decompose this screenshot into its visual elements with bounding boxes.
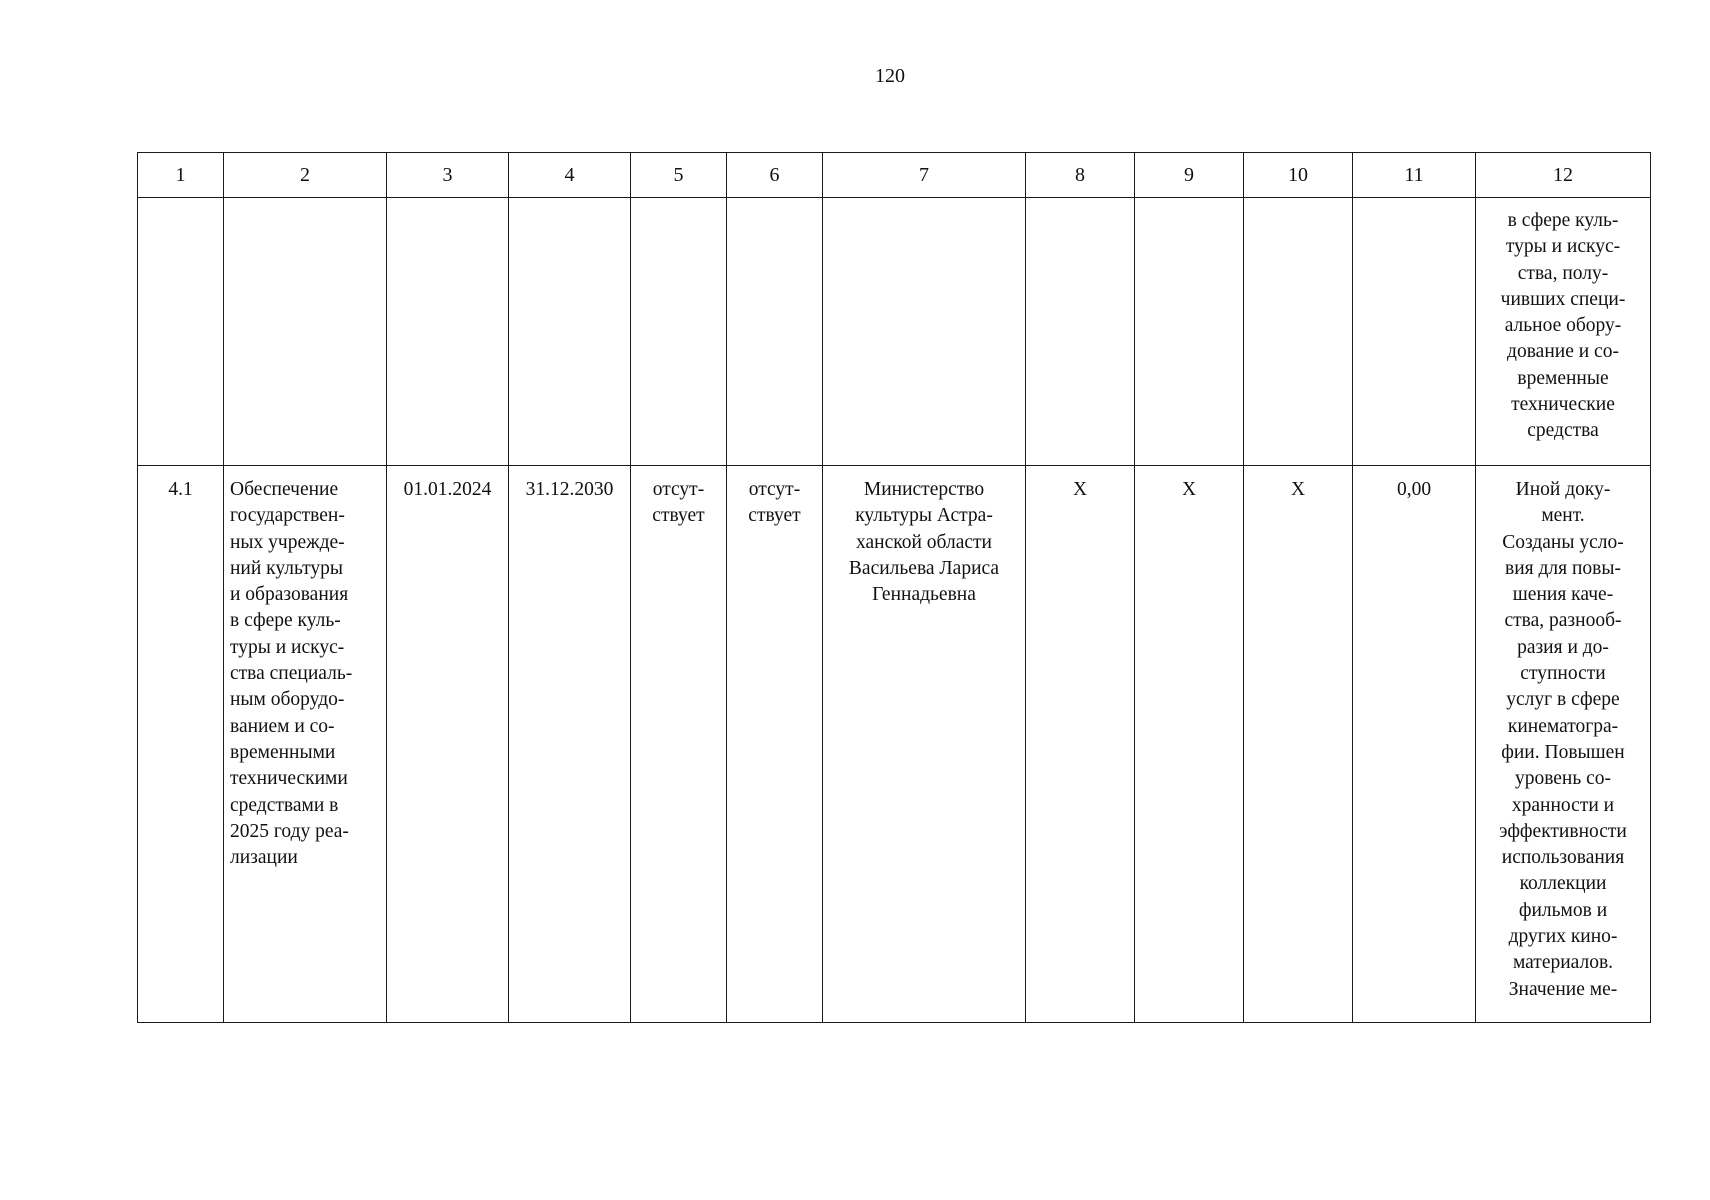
empty-cell — [1353, 198, 1476, 466]
col10-cell: X — [1244, 466, 1353, 1023]
cell-text-line: эффективности — [1499, 820, 1627, 842]
cell-text-line: в сфере куль- — [230, 610, 341, 632]
header-cell-9: 9 — [1135, 153, 1244, 198]
cell-text-line: услуг в сфере — [1506, 689, 1620, 711]
cell-text-line: Васильева Лариса — [848, 557, 1000, 579]
cell-text-line: фильмов и — [1518, 899, 1608, 921]
header-cell-6: 6 — [727, 153, 823, 198]
cell-text-line: уровень со- — [1514, 768, 1612, 790]
cell-text-line: шения каче- — [1512, 584, 1614, 606]
continued-result-cell — [1476, 198, 1651, 466]
header-cell-7: 7 — [823, 153, 1026, 198]
header-cell-3: 3 — [387, 153, 509, 198]
cell-text-line: временными — [230, 741, 336, 763]
empty-cell — [509, 198, 631, 466]
empty-cell — [823, 198, 1026, 466]
cell-text-line: Министерство — [863, 479, 985, 500]
cell-text-line: ствует — [748, 505, 801, 527]
table-header-row — [138, 153, 1651, 198]
header-cell-4: 4 — [509, 153, 631, 198]
table-row-continued — [138, 198, 1651, 466]
col6-cell — [727, 466, 823, 1023]
cell-text-line: материалов. — [1512, 952, 1614, 974]
cell-text-line: кинематогра- — [1507, 715, 1619, 737]
cell-text-line: ства специаль- — [230, 663, 353, 685]
col5-cell — [631, 466, 727, 1023]
cell-text-line: средства — [1527, 420, 1599, 442]
header-cell-5: 5 — [631, 153, 727, 198]
cell-text-line: туры и искус- — [230, 636, 345, 658]
empty-cell — [224, 198, 387, 466]
cell-text-line: других кино- — [1508, 926, 1618, 948]
start-date-cell: 01.01.2024 — [387, 466, 509, 1023]
cell-text-line: отсут- — [652, 479, 705, 500]
cell-text-line: отсут- — [748, 479, 801, 500]
empty-cell — [727, 198, 823, 466]
cell-text-line: коллекции — [1519, 873, 1607, 895]
cell-text-line: технические — [1511, 394, 1615, 416]
header-cell-1: 1 — [138, 153, 224, 198]
cell-text-line: туры и искус- — [1505, 236, 1621, 258]
empty-cell — [631, 198, 727, 466]
end-date-cell: 31.12.2030 — [509, 466, 631, 1023]
empty-cell — [138, 198, 224, 466]
cell-text-line: ванием и со- — [230, 715, 335, 737]
cell-text-line: дование и со- — [1507, 341, 1619, 363]
cell-text-line: ханской области — [856, 531, 992, 553]
funding-cell: 0,00 — [1353, 466, 1476, 1023]
cell-text-line: в сфере куль- — [1507, 210, 1619, 231]
cell-text-line: ства, разнооб- — [1504, 610, 1622, 632]
cell-text-line: 2025 году реа- — [230, 820, 349, 842]
cell-text-line: чивших специ- — [1500, 288, 1626, 310]
program-table — [137, 152, 1651, 1023]
row-number-cell: 4.1 — [138, 466, 224, 1023]
cell-text-line: ний культуры — [230, 557, 344, 579]
col8-cell: X — [1026, 466, 1135, 1023]
cell-text-line: Геннадьевна — [872, 584, 976, 606]
cell-text-line: использования — [1501, 847, 1625, 869]
cell-text-line: вия для повы- — [1505, 557, 1621, 579]
page-number: 120 — [875, 65, 905, 87]
col9-cell: X — [1135, 466, 1244, 1023]
empty-cell — [1026, 198, 1135, 466]
cell-text-line: ства, полу- — [1517, 262, 1609, 284]
cell-text-line: хранности и — [1511, 794, 1615, 816]
header-cell-12: 12 — [1476, 153, 1651, 198]
cell-text-line: культуры Астра- — [855, 505, 993, 527]
header-cell-2: 2 — [224, 153, 387, 198]
header-cell-10: 10 — [1244, 153, 1353, 198]
cell-text-line: Обеспечение — [230, 479, 339, 500]
cell-text-line: Иной доку- — [1515, 479, 1611, 500]
cell-text-line: временные — [1517, 367, 1609, 389]
header-cell-8: 8 — [1026, 153, 1135, 198]
empty-cell — [1244, 198, 1353, 466]
cell-text-line: ным оборудо- — [230, 689, 345, 711]
header-cell-11: 11 — [1353, 153, 1476, 198]
cell-text-line: ных учрежде- — [230, 531, 345, 553]
cell-text-line: разия и до- — [1517, 636, 1609, 658]
cell-text-line: Значение ме- — [1508, 978, 1618, 1000]
cell-text-line: фии. Повышен — [1501, 741, 1625, 763]
cell-text-line: ступности — [1520, 663, 1606, 685]
cell-text-line: мент. — [1541, 505, 1585, 527]
cell-text-line: альное обору- — [1504, 315, 1622, 337]
table-row-4-1 — [138, 466, 1651, 1023]
cell-text-line: средствами в — [230, 794, 339, 816]
responsible-cell — [823, 466, 1026, 1023]
cell-text-line: государствен- — [230, 505, 345, 527]
cell-text-line: техническими — [230, 768, 348, 790]
empty-cell — [387, 198, 509, 466]
result-cell — [1476, 466, 1651, 1023]
cell-text-line: лизации — [230, 847, 298, 869]
cell-text-line: и образования — [230, 584, 349, 606]
cell-text-line: Созданы усло- — [1502, 531, 1624, 553]
cell-text-line: ствует — [652, 505, 705, 527]
empty-cell — [1135, 198, 1244, 466]
event-name-cell — [224, 466, 387, 1023]
